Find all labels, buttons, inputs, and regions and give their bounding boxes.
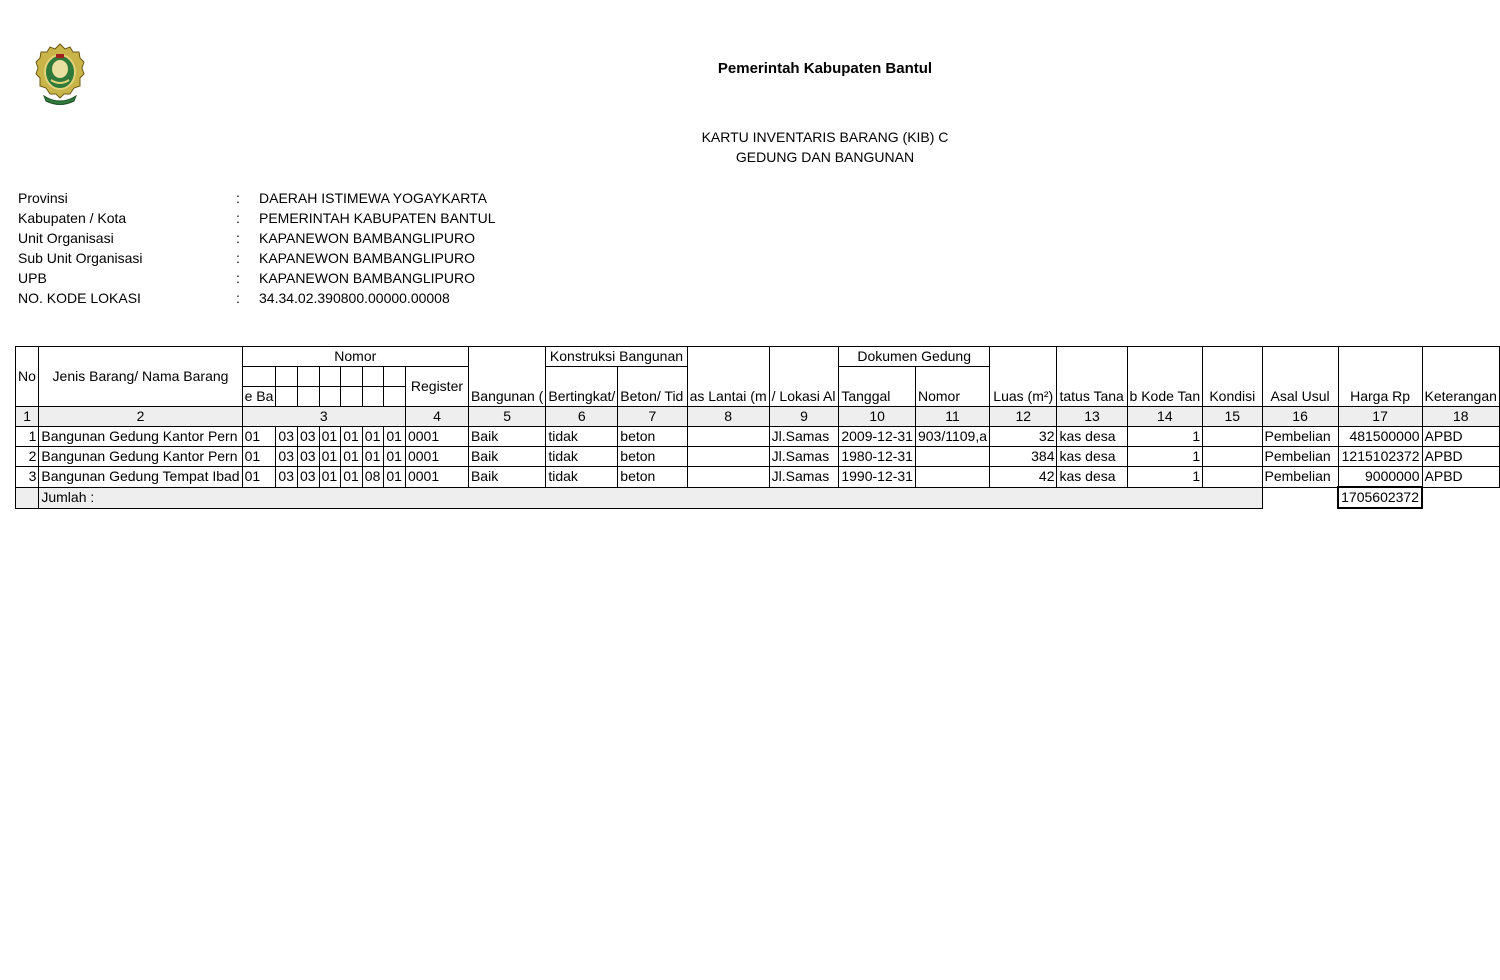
code-cell (341, 367, 363, 387)
cell-kondisi-bangunan: Baik (468, 427, 545, 447)
code-cell (242, 367, 276, 387)
cell-beton: beton (618, 467, 687, 488)
cell-tanggal: 1980-12-31 (839, 447, 916, 467)
cell-keterangan: APBD (1422, 467, 1499, 488)
column-number: 8 (687, 407, 769, 427)
meta-colon: : (236, 290, 240, 306)
table-row (16, 467, 1500, 488)
code-cell (276, 387, 298, 407)
header-kondisi: Kondisi (1203, 347, 1262, 407)
document-subtitle: GEDUNG DAN BANGUNAN (735, 149, 915, 165)
code-cell (319, 367, 341, 387)
column-number-row (16, 407, 1500, 427)
header-tanggal: Tanggal (839, 367, 916, 407)
cell-kode: 01 (362, 427, 384, 447)
header-no: No (16, 347, 39, 407)
meta-row (18, 228, 495, 248)
government-title: Pemerintah Kabupaten Bantul (717, 60, 933, 77)
header-dokumen-gedung: Dokumen Gedung (839, 347, 990, 367)
header-kode-tanah: b Kode Tan (1127, 347, 1203, 407)
cell-bertingkat: tidak (546, 427, 618, 447)
cell-luas-lantai (687, 427, 769, 447)
meta-value: PEMERINTAH KABUPATEN BANTUL (259, 210, 496, 226)
total-blank (16, 487, 39, 508)
cell-kondisi-bangunan: Baik (468, 467, 545, 488)
total-row (16, 487, 1500, 508)
cell-harga: 1215102372 (1338, 447, 1422, 467)
column-number: 11 (915, 407, 989, 427)
cell-bertingkat: tidak (546, 447, 618, 467)
cell-kode: 01 (319, 467, 341, 488)
meta-value: DAERAH ISTIMEWA YOGAYKARTA (259, 190, 487, 206)
cell-keterangan: APBD (1422, 447, 1499, 467)
column-number: 15 (1203, 407, 1262, 427)
cell-kode: 03 (298, 427, 320, 447)
header-konstruksi: Konstruksi Bangunan (546, 347, 687, 367)
total-label: Jumlah : (39, 487, 1262, 508)
cell-kode: 01 (384, 447, 406, 467)
code-cell (276, 367, 298, 387)
cell-tanggal: 1990-12-31 (839, 467, 916, 488)
column-number: 7 (618, 407, 687, 427)
column-number: 4 (405, 407, 468, 427)
cell-keterangan: APBD (1422, 427, 1499, 447)
meta-colon: : (236, 190, 240, 206)
cell-lokasi: Jl.Samas (769, 427, 839, 447)
cell-kode: 01 (384, 427, 406, 447)
meta-label: Sub Unit Organisasi (18, 250, 143, 266)
header-bertingkat: Bertingkat/ (546, 367, 618, 407)
code-cell (362, 367, 384, 387)
column-number: 10 (839, 407, 916, 427)
meta-colon: : (236, 210, 240, 226)
header-nomor: Nomor (242, 347, 468, 367)
cell-luas-lantai (687, 447, 769, 467)
header-register: Register (405, 367, 468, 407)
cell-kode: 01 (319, 447, 341, 467)
cell-no: 1 (16, 427, 39, 447)
cell-no: 2 (16, 447, 39, 467)
header-asal-usul: Asal Usul (1262, 347, 1338, 407)
code-cell (384, 367, 406, 387)
cell-lokasi: Jl.Samas (769, 447, 839, 467)
table-row (16, 427, 1500, 447)
meta-label: Kabupaten / Kota (18, 210, 127, 226)
cell-kode-tanah: 1 (1127, 427, 1203, 447)
cell-no: 3 (16, 467, 39, 488)
cell-nama: Bangunan Gedung Kantor Pern (39, 427, 242, 447)
meta-colon: : (236, 230, 240, 246)
header-nomor-dokumen: Nomor (915, 367, 989, 407)
total-value: 1705602372 (1338, 487, 1422, 508)
cell-harga: 481500000 (1338, 427, 1422, 447)
meta-row (18, 208, 495, 228)
cell-kode: 08 (362, 467, 384, 488)
cell-kode: 03 (276, 427, 298, 447)
document-title: KARTU INVENTARIS BARANG (KIB) C (701, 129, 949, 145)
meta-label: Unit Organisasi (18, 230, 114, 246)
code-cell (384, 387, 406, 407)
meta-colon: : (236, 270, 240, 286)
code-cell (298, 367, 320, 387)
header-kode-barang: e Ba (242, 387, 276, 407)
column-number: 5 (468, 407, 545, 427)
meta-row (18, 188, 495, 208)
cell-luas-lantai (687, 467, 769, 488)
cell-tanggal: 2009-12-31 (839, 427, 916, 447)
cell-kode-tanah: 1 (1127, 447, 1203, 467)
cell-harga: 9000000 (1338, 467, 1422, 488)
cell-kondisi-bangunan: Baik (468, 447, 545, 467)
code-cell (319, 387, 341, 407)
cell-kode: 01 (242, 447, 276, 467)
header-lokasi: / Lokasi Al (769, 347, 839, 407)
inventory-table-wrap (15, 346, 1500, 509)
meta-value: KAPANEWON BAMBANGLIPURO (259, 250, 476, 266)
cell-kondisi (1203, 447, 1262, 467)
meta-row (18, 268, 495, 288)
meta-row (18, 288, 495, 308)
column-number: 1 (16, 407, 39, 427)
cell-nomor (915, 447, 989, 467)
cell-kondisi (1203, 427, 1262, 447)
cell-kode: 01 (362, 447, 384, 467)
header-harga: Harga Rp (1338, 347, 1422, 407)
header-keterangan: Keterangan (1422, 347, 1499, 407)
cell-status-tanah: kas desa (1057, 447, 1127, 467)
meta-label: NO. KODE LOKASI (18, 290, 141, 306)
cell-bertingkat: tidak (546, 467, 618, 488)
code-cell (298, 387, 320, 407)
header-jenis-barang: Jenis Barang/ Nama Barang (39, 347, 242, 407)
column-number: 3 (242, 407, 405, 427)
header-kondisi-bangunan: Bangunan ( (468, 347, 545, 407)
column-number: 2 (39, 407, 242, 427)
cell-luas: 32 (990, 427, 1057, 447)
table-row (16, 447, 1500, 467)
total-gap (1422, 487, 1499, 508)
inventory-table (15, 346, 1500, 509)
cell-register: 0001 (405, 447, 468, 467)
meta-row (18, 248, 495, 268)
meta-label: Provinsi (18, 190, 68, 206)
location-info (18, 188, 495, 308)
cell-kode: 01 (341, 467, 363, 488)
total-gap (1262, 487, 1338, 508)
column-number: 13 (1057, 407, 1127, 427)
header-status-tanah: tatus Tana (1057, 347, 1127, 407)
cell-kode: 03 (298, 467, 320, 488)
cell-lokasi: Jl.Samas (769, 467, 839, 488)
cell-kode-tanah: 1 (1127, 467, 1203, 488)
header-row-1 (16, 347, 1500, 367)
cell-register: 0001 (405, 427, 468, 447)
cell-kode: 01 (341, 427, 363, 447)
meta-label: UPB (18, 270, 47, 286)
cell-nama: Bangunan Gedung Kantor Pern (39, 447, 242, 467)
meta-value: 34.34.02.390800.00000.00008 (259, 290, 450, 306)
cell-kode: 01 (242, 427, 276, 447)
cell-status-tanah: kas desa (1057, 427, 1127, 447)
cell-kode: 03 (298, 447, 320, 467)
code-cell (341, 387, 363, 407)
cell-asal-usul: Pembelian (1262, 447, 1338, 467)
header-luas: Luas (m²) (990, 347, 1057, 407)
meta-value: KAPANEWON BAMBANGLIPURO (259, 270, 476, 286)
column-number: 17 (1338, 407, 1422, 427)
header-luas-lantai: as Lantai (m (687, 347, 769, 407)
cell-beton: beton (618, 447, 687, 467)
header-beton: Beton/ Tid (618, 367, 687, 407)
cell-kode: 03 (276, 467, 298, 488)
column-number: 12 (990, 407, 1057, 427)
cell-beton: beton (618, 427, 687, 447)
code-cell (362, 387, 384, 407)
cell-kode: 01 (319, 427, 341, 447)
cell-kode: 01 (341, 447, 363, 467)
cell-luas: 42 (990, 467, 1057, 488)
cell-register: 0001 (405, 467, 468, 488)
cell-nomor (915, 467, 989, 488)
meta-colon: : (236, 250, 240, 266)
column-number: 6 (546, 407, 618, 427)
column-number: 9 (769, 407, 839, 427)
cell-nama: Bangunan Gedung Tempat Ibad (39, 467, 242, 488)
cell-luas: 384 (990, 447, 1057, 467)
cell-asal-usul: Pembelian (1262, 467, 1338, 488)
meta-value: KAPANEWON BAMBANGLIPURO (259, 230, 476, 246)
cell-asal-usul: Pembelian (1262, 427, 1338, 447)
cell-status-tanah: kas desa (1057, 467, 1127, 488)
column-number: 16 (1262, 407, 1338, 427)
column-number: 18 (1422, 407, 1499, 427)
cell-kondisi (1203, 467, 1262, 488)
cell-kode: 01 (242, 467, 276, 488)
cell-kode: 03 (276, 447, 298, 467)
column-number: 14 (1127, 407, 1203, 427)
cell-kode: 01 (384, 467, 406, 488)
cell-nomor: 903/1109,a (915, 427, 989, 447)
